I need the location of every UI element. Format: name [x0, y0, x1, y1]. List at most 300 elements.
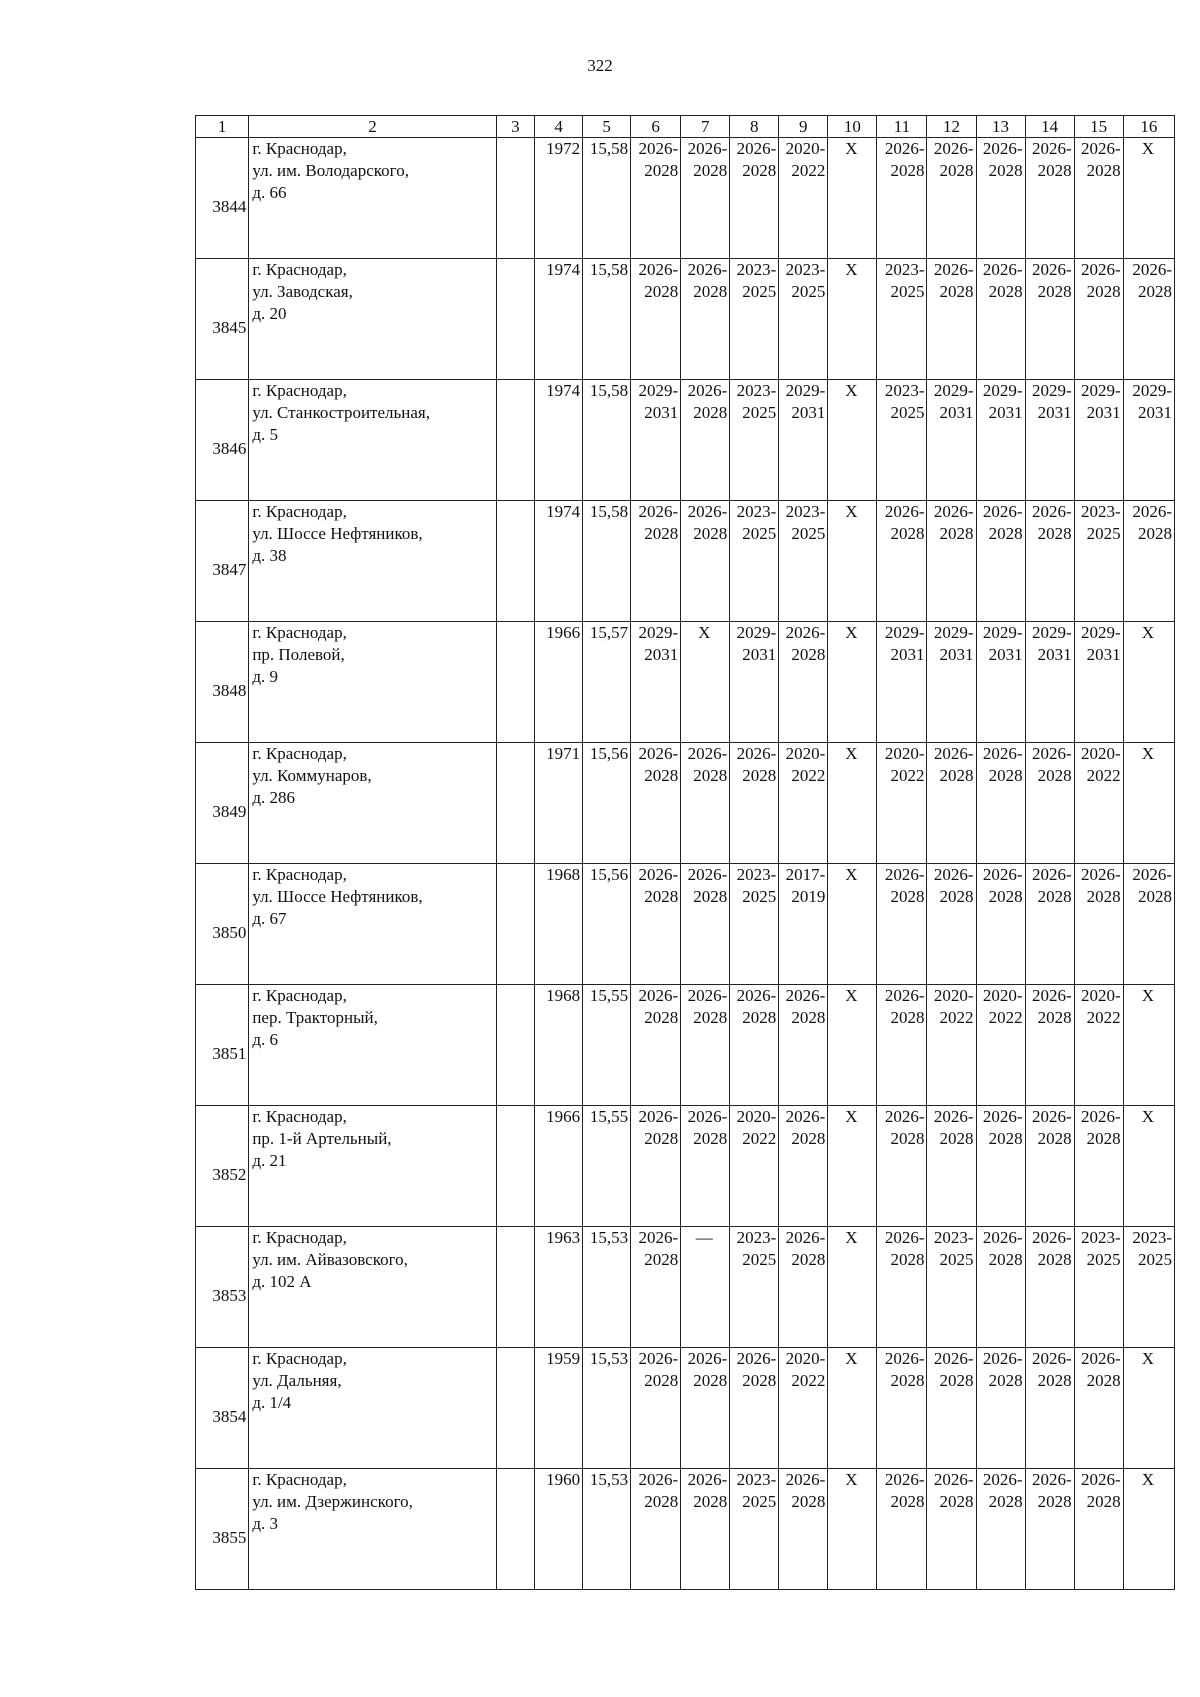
period-value: 2028 — [693, 282, 728, 301]
period-value: 2028 — [1037, 1250, 1072, 1269]
period-value: 2028 — [988, 161, 1023, 180]
period-value: 2020- — [1081, 744, 1121, 763]
period-value: 2023- — [736, 260, 777, 279]
period-value: 2028 — [939, 1129, 974, 1148]
area-cell: 15,55 — [583, 1106, 631, 1227]
period-cell — [1123, 985, 1174, 1106]
period-value: 2028 — [693, 403, 728, 422]
period-value: 2026- — [687, 986, 728, 1005]
period-value: 2028 — [644, 161, 679, 180]
period-value: 2028 — [1086, 1129, 1121, 1148]
period-cell — [681, 864, 730, 985]
page-number: 322 — [587, 56, 613, 75]
row-number-cell — [196, 864, 249, 985]
period-value: 2026- — [638, 1107, 679, 1126]
column-header: 9 — [779, 116, 828, 138]
period-value: X — [845, 139, 858, 158]
period-cell — [976, 501, 1025, 622]
year-cell: 1974 — [535, 380, 583, 501]
area-cell: 15,58 — [583, 138, 631, 259]
period-value: 2028 — [791, 1008, 826, 1027]
period-value: 2026- — [687, 1470, 728, 1489]
period-cell — [631, 259, 681, 380]
period-value: 2026- — [1081, 1470, 1121, 1489]
period-value: 2019 — [791, 887, 826, 906]
period-value: 2023- — [1132, 1228, 1172, 1247]
period-cell — [681, 1106, 730, 1227]
period-value: 2025 — [791, 524, 826, 543]
period-value: 2026- — [982, 865, 1023, 884]
period-value: 2028 — [939, 1371, 974, 1390]
period-value: 2026- — [785, 623, 826, 642]
column-3-cell — [496, 1106, 534, 1227]
column-3-cell — [496, 1469, 534, 1590]
period-value: 2029- — [1132, 381, 1172, 400]
period-value: 2026- — [1031, 1107, 1072, 1126]
period-cell — [1074, 985, 1123, 1106]
period-value: X — [845, 1349, 858, 1368]
period-value: 2026- — [1031, 1470, 1072, 1489]
period-value: 2026- — [1081, 865, 1121, 884]
period-cell — [877, 864, 927, 985]
address-line: ул. Коммунаров, — [252, 766, 372, 785]
period-value: 2029- — [982, 623, 1023, 642]
period-value: 2023- — [1081, 1228, 1121, 1247]
period-value: 2028 — [1037, 887, 1072, 906]
period-cell — [631, 1227, 681, 1348]
address-line: д. 6 — [252, 1030, 278, 1049]
period-value: X — [1141, 1349, 1154, 1368]
period-value: 2028 — [644, 524, 679, 543]
period-value: 2026- — [933, 1107, 974, 1126]
period-value: 2026- — [1031, 139, 1072, 158]
address-line: ул. им. Володарского, — [252, 161, 409, 180]
period-value: 2020- — [933, 986, 974, 1005]
address-line: г. Краснодар, — [252, 865, 347, 884]
column-3-cell — [496, 259, 534, 380]
period-value: X — [698, 623, 711, 642]
period-value: X — [1141, 986, 1154, 1005]
table-row — [196, 864, 1175, 985]
period-cell — [779, 259, 828, 380]
period-cell — [1074, 864, 1123, 985]
period-value: 2028 — [988, 1371, 1023, 1390]
period-cell — [730, 138, 779, 259]
address-line: ул. Шоссе Нефтяников, — [252, 887, 423, 906]
period-cell — [927, 1469, 976, 1590]
row-number: 3851 — [212, 1044, 247, 1063]
period-value: 2028 — [644, 766, 679, 785]
period-cell — [1025, 138, 1074, 259]
period-cell — [1074, 1469, 1123, 1590]
period-value: 2029- — [884, 623, 925, 642]
period-cell — [779, 985, 828, 1106]
period-value: 2022 — [1086, 1008, 1121, 1027]
address-line: г. Краснодар, — [252, 623, 347, 642]
period-value: 2026- — [638, 139, 679, 158]
period-cell — [730, 743, 779, 864]
period-value: X — [1141, 744, 1154, 763]
period-value: 2026- — [1132, 502, 1172, 521]
year-cell: 1968 — [535, 985, 583, 1106]
period-value: 2026- — [933, 1470, 974, 1489]
period-value: 2026- — [638, 865, 679, 884]
period-cell — [927, 985, 976, 1106]
row-number: 3852 — [212, 1165, 247, 1184]
period-value: 2028 — [742, 766, 777, 785]
period-value: X — [845, 986, 858, 1005]
address-cell — [249, 1227, 496, 1348]
period-cell — [681, 138, 730, 259]
period-cell — [681, 259, 730, 380]
period-cell — [927, 743, 976, 864]
column-header-row — [196, 116, 1175, 138]
period-cell — [976, 985, 1025, 1106]
table-row — [196, 501, 1175, 622]
address-line: г. Краснодар, — [252, 1349, 347, 1368]
period-cell — [1074, 380, 1123, 501]
address-line: пр. Полевой, — [252, 645, 345, 664]
period-cell — [927, 138, 976, 259]
address-line: г. Краснодар, — [252, 744, 347, 763]
period-value: 2025 — [1138, 1250, 1172, 1269]
period-value: 2026- — [1031, 502, 1072, 521]
row-number: 3845 — [212, 318, 247, 337]
period-value: 2031 — [644, 403, 679, 422]
table-row — [196, 985, 1175, 1106]
period-value: 2031 — [890, 645, 925, 664]
period-value: 2028 — [1086, 161, 1121, 180]
period-value: 2020- — [982, 986, 1023, 1005]
address-cell — [249, 743, 496, 864]
period-cell — [681, 1348, 730, 1469]
period-cell — [828, 622, 877, 743]
period-value: 2028 — [1086, 1371, 1121, 1390]
column-3-cell — [496, 985, 534, 1106]
period-cell — [1025, 985, 1074, 1106]
period-value: X — [845, 502, 858, 521]
period-value: 2026- — [1031, 260, 1072, 279]
table-row — [196, 622, 1175, 743]
period-value: X — [1141, 1470, 1154, 1489]
period-cell — [1025, 380, 1074, 501]
period-value: 2022 — [791, 1371, 826, 1390]
period-cell — [1074, 743, 1123, 864]
period-cell — [631, 622, 681, 743]
period-value: 2026- — [736, 1349, 777, 1368]
period-value: 2025 — [1086, 524, 1121, 543]
period-value: 2028 — [644, 887, 679, 906]
period-value: 2026- — [982, 1349, 1023, 1368]
period-cell — [1025, 864, 1074, 985]
period-cell — [779, 1348, 828, 1469]
period-value: 2026- — [785, 1228, 826, 1247]
address-line: д. 67 — [252, 909, 287, 928]
column-header: 8 — [730, 116, 779, 138]
period-value: 2028 — [1037, 161, 1072, 180]
period-cell — [828, 1469, 877, 1590]
period-value: 2029- — [785, 381, 826, 400]
period-value: 2022 — [890, 766, 925, 785]
period-value: 2028 — [644, 1492, 679, 1511]
period-cell — [877, 743, 927, 864]
period-cell — [681, 501, 730, 622]
period-value: 2029- — [638, 381, 679, 400]
column-header: 13 — [976, 116, 1025, 138]
period-value: 2028 — [939, 766, 974, 785]
period-cell — [1123, 1227, 1174, 1348]
period-value: 2029- — [1031, 381, 1072, 400]
period-value: 2028 — [693, 1492, 728, 1511]
period-value: 2025 — [939, 1250, 974, 1269]
period-value: 2026- — [1132, 260, 1172, 279]
period-cell — [1025, 1227, 1074, 1348]
period-value: 2028 — [693, 161, 728, 180]
period-cell — [877, 1227, 927, 1348]
period-value: 2028 — [988, 766, 1023, 785]
period-value: 2028 — [890, 1008, 925, 1027]
column-3-cell — [496, 864, 534, 985]
period-value: 2025 — [742, 282, 777, 301]
period-value: 2023- — [1081, 502, 1121, 521]
row-number-cell — [196, 501, 249, 622]
period-value: 2026- — [884, 1107, 925, 1126]
period-value: 2028 — [693, 524, 728, 543]
address-line: г. Краснодар, — [252, 502, 347, 521]
column-header: 15 — [1074, 116, 1123, 138]
period-value: 2026- — [687, 1349, 728, 1368]
year-cell: 1963 — [535, 1227, 583, 1348]
period-value: 2031 — [988, 403, 1023, 422]
address-line: д. 1/4 — [252, 1393, 292, 1412]
period-value: 2028 — [890, 1250, 925, 1269]
period-cell — [779, 1469, 828, 1590]
period-value: 2026- — [982, 1107, 1023, 1126]
period-cell — [779, 1106, 828, 1227]
row-number: 3850 — [212, 923, 247, 942]
period-cell — [1025, 622, 1074, 743]
period-value: 2028 — [693, 1129, 728, 1148]
period-cell — [828, 138, 877, 259]
period-cell — [976, 622, 1025, 743]
period-cell — [779, 864, 828, 985]
period-value: 2025 — [742, 1250, 777, 1269]
period-value: 2025 — [742, 403, 777, 422]
period-cell — [631, 380, 681, 501]
row-number-cell — [196, 1227, 249, 1348]
period-value: 2026- — [638, 1228, 679, 1247]
period-cell — [976, 1227, 1025, 1348]
period-value: 2031 — [644, 645, 679, 664]
period-value: 2026- — [982, 139, 1023, 158]
column-header: 6 — [631, 116, 681, 138]
period-value: 2028 — [644, 1008, 679, 1027]
period-cell — [1123, 259, 1174, 380]
period-cell — [976, 380, 1025, 501]
period-cell — [976, 1469, 1025, 1590]
period-cell — [1123, 864, 1174, 985]
period-value: 2025 — [742, 1492, 777, 1511]
address-cell — [249, 622, 496, 743]
period-cell — [828, 743, 877, 864]
period-value: 2026- — [687, 1107, 728, 1126]
year-cell: 1960 — [535, 1469, 583, 1590]
period-value: 2028 — [988, 282, 1023, 301]
period-value: 2022 — [791, 766, 826, 785]
column-3-cell — [496, 501, 534, 622]
period-cell — [1123, 1469, 1174, 1590]
period-cell — [877, 985, 927, 1106]
column-header: 1 — [196, 116, 249, 138]
period-value: 2026- — [933, 260, 974, 279]
period-value: 2028 — [939, 524, 974, 543]
period-value: 2028 — [791, 645, 826, 664]
address-line: д. 102 А — [252, 1272, 312, 1291]
period-cell — [779, 622, 828, 743]
period-cell — [976, 1348, 1025, 1469]
period-value: 2028 — [742, 1008, 777, 1027]
period-value: 2028 — [742, 1371, 777, 1390]
row-number: 3853 — [212, 1286, 247, 1305]
period-cell — [779, 1227, 828, 1348]
period-value: 2026- — [687, 502, 728, 521]
period-value: X — [1141, 623, 1154, 642]
period-cell — [730, 1469, 779, 1590]
table-row — [196, 380, 1175, 501]
address-line: д. 66 — [252, 183, 287, 202]
address-line: г. Краснодар, — [252, 260, 347, 279]
period-cell — [730, 622, 779, 743]
period-cell — [681, 1227, 730, 1348]
period-value: 2026- — [1031, 744, 1072, 763]
area-cell: 15,53 — [583, 1227, 631, 1348]
period-value: 2026- — [785, 1470, 826, 1489]
period-value: 2026- — [933, 865, 974, 884]
period-value: 2026- — [736, 744, 777, 763]
row-number: 3848 — [212, 681, 247, 700]
period-value: 2028 — [693, 887, 728, 906]
period-value: 2025 — [791, 282, 826, 301]
period-cell — [1025, 501, 1074, 622]
period-cell — [877, 1469, 927, 1590]
period-value: 2023- — [736, 865, 777, 884]
row-number-cell — [196, 380, 249, 501]
address-line: д. 3 — [252, 1514, 278, 1533]
period-cell — [681, 622, 730, 743]
period-value: 2028 — [939, 1492, 974, 1511]
address-line: г. Краснодар, — [252, 986, 347, 1005]
table-row — [196, 743, 1175, 864]
period-value: 2022 — [988, 1008, 1023, 1027]
period-cell — [1074, 501, 1123, 622]
year-cell: 1966 — [535, 622, 583, 743]
period-value: 2020- — [884, 744, 925, 763]
address-cell — [249, 501, 496, 622]
period-cell — [730, 501, 779, 622]
address-cell — [249, 1106, 496, 1227]
period-value: 2028 — [1086, 282, 1121, 301]
period-cell — [828, 1106, 877, 1227]
period-value: 2026- — [884, 865, 925, 884]
period-cell — [1074, 1106, 1123, 1227]
period-value: 2023- — [736, 381, 777, 400]
address-line: г. Краснодар, — [252, 1107, 347, 1126]
address-line: д. 286 — [252, 788, 295, 807]
period-value: 2028 — [742, 161, 777, 180]
period-value: 2025 — [890, 282, 925, 301]
period-value: 2022 — [742, 1129, 777, 1148]
period-cell — [828, 501, 877, 622]
row-number: 3847 — [212, 560, 247, 579]
period-value: 2031 — [1086, 403, 1121, 422]
period-value: 2026- — [884, 1470, 925, 1489]
period-cell — [927, 864, 976, 985]
period-value: 2022 — [1086, 766, 1121, 785]
period-value: 2026- — [638, 744, 679, 763]
address-line: д. 38 — [252, 546, 287, 565]
period-value: 2026- — [687, 381, 728, 400]
period-cell — [828, 380, 877, 501]
period-value: 2028 — [939, 161, 974, 180]
period-value: 2031 — [1037, 645, 1072, 664]
period-value: 2028 — [988, 1250, 1023, 1269]
period-value: 2028 — [644, 282, 679, 301]
period-value: 2031 — [939, 645, 974, 664]
period-value: X — [1141, 139, 1154, 158]
column-header: 14 — [1025, 116, 1074, 138]
period-value: 2028 — [1037, 766, 1072, 785]
period-value: 2029- — [736, 623, 777, 642]
period-value: 2031 — [988, 645, 1023, 664]
period-cell — [730, 985, 779, 1106]
period-value: 2028 — [693, 766, 728, 785]
period-cell — [927, 1348, 976, 1469]
period-value: 2028 — [988, 1492, 1023, 1511]
period-cell — [927, 1106, 976, 1227]
period-value: 2025 — [742, 887, 777, 906]
period-value: 2028 — [1037, 282, 1072, 301]
period-value: 2026- — [1081, 1107, 1121, 1126]
address-cell — [249, 985, 496, 1106]
period-value: 2028 — [693, 1008, 728, 1027]
period-value: 2028 — [791, 1250, 826, 1269]
period-cell — [828, 985, 877, 1106]
column-header: 16 — [1123, 116, 1174, 138]
period-cell — [730, 1348, 779, 1469]
period-value: 2026- — [638, 986, 679, 1005]
period-cell — [927, 501, 976, 622]
period-value: 2026- — [638, 502, 679, 521]
column-header: 11 — [877, 116, 927, 138]
address-line: ул. Дальняя, — [252, 1371, 342, 1390]
period-value: 2028 — [939, 887, 974, 906]
column-header: 2 — [249, 116, 496, 138]
period-value: 2031 — [1138, 403, 1172, 422]
period-cell — [730, 1106, 779, 1227]
column-3-cell — [496, 138, 534, 259]
period-value: 2028 — [1037, 1008, 1072, 1027]
period-cell — [631, 1106, 681, 1227]
period-value: 2028 — [1037, 1129, 1072, 1148]
period-value: 2028 — [1086, 887, 1121, 906]
period-value: 2028 — [1037, 1492, 1072, 1511]
period-value: 2028 — [1138, 282, 1172, 301]
period-value: X — [845, 1228, 858, 1247]
address-line: пер. Тракторный, — [252, 1008, 378, 1027]
period-cell — [976, 864, 1025, 985]
table-row — [196, 1348, 1175, 1469]
row-number: 3849 — [212, 802, 247, 821]
